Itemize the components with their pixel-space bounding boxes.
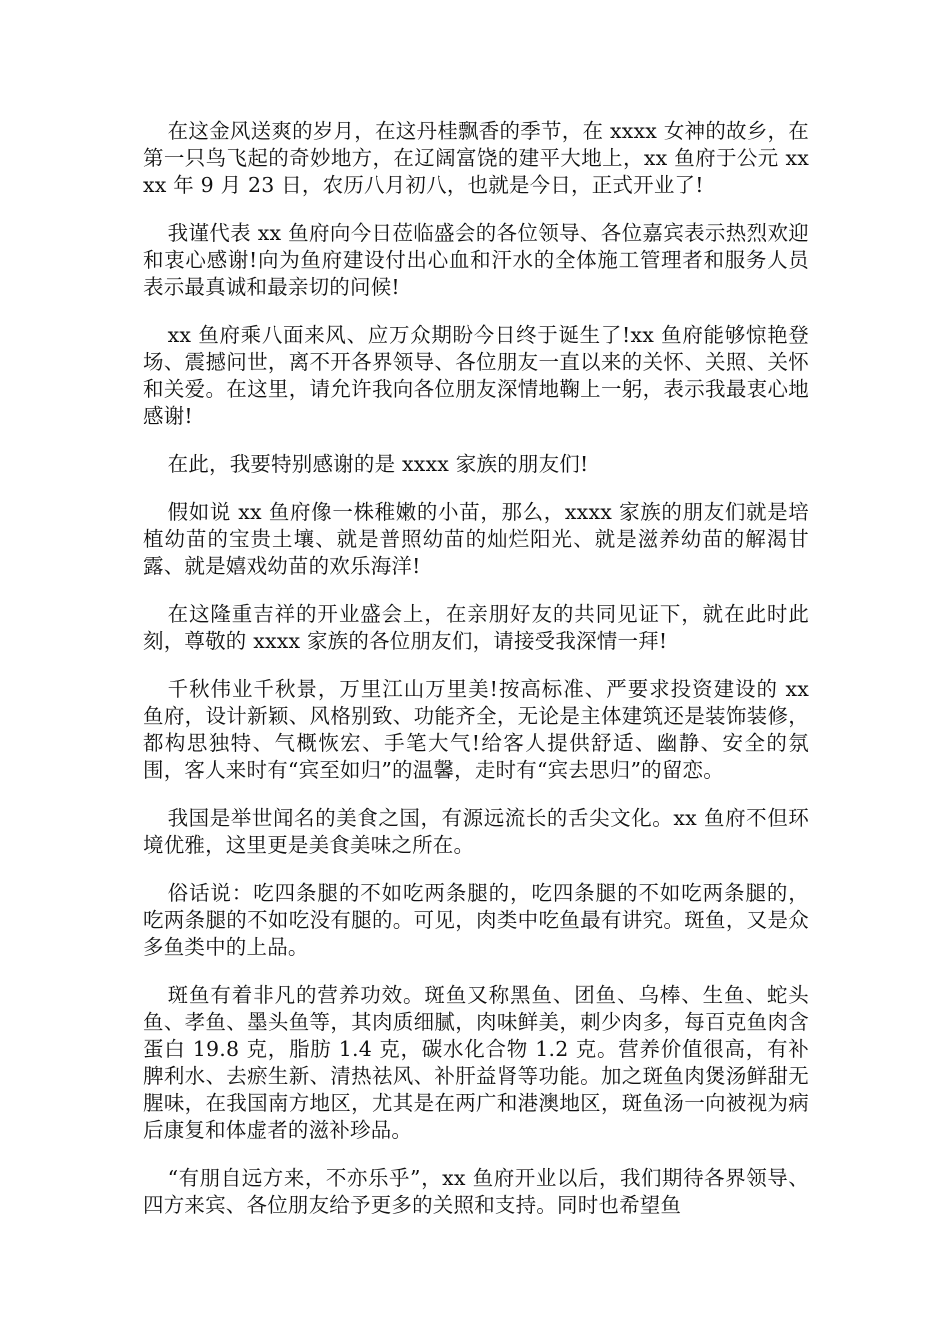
paragraph-cuisine: 我国是举世闻名的美食之国，有源远流长的舌尖文化。xx 鱼府不但环境优雅，这里更是美食美味之所在。 bbox=[143, 806, 809, 857]
paragraph-friends: “有朋自远方来，不亦乐乎”，xx 鱼府开业以后，我们期待各界领导、四方来宾、各位朋友给予更多的关照和支持。同时也希望鱼 bbox=[143, 1166, 809, 1217]
paragraph-welcome: 我谨代表 xx 鱼府向今日莅临盛会的各位领导、各位嘉宾表示热烈欢迎和衷心感谢!向为鱼府建设付出心血和汗水的全体施工管理者和服务人员表示最真诚和最亲切的问候! bbox=[143, 221, 809, 299]
document-body bbox=[143, 118, 809, 1240]
paragraph-saying: 俗话说：吃四条腿的不如吃两条腿的，吃四条腿的不如吃两条腿的，吃两条腿的不如吃没有腿的。可见，肉类中吃鱼最有讲究。斑鱼，又是众多鱼类中的上品。 bbox=[143, 881, 809, 959]
paragraph-thanks-family: 在此，我要特别感谢的是 xxxx 家族的朋友们! bbox=[167, 452, 589, 476]
paragraph-nutrition: 斑鱼有着非凡的营养功效。斑鱼又称黑鱼、团鱼、乌棒、生鱼、蛇头鱼、孝鱼、墨头鱼等，其肉质细腻，肉味鲜美，刺少肉多，每百克鱼肉含蛋白 19.8 克，脂肪 1.4 克，碳水化合物 1.2 克。营养价值很高，有补脾利水、去瘀生新、清热祛风、补肝益肾等功能。加之斑鱼肉煲汤鲜甜无腥味，在我国南方地区，尤其是在两广和港澳地区，斑鱼汤一向被视为病后康复和体虚者的滋补珍品。 bbox=[143, 983, 809, 1142]
paragraph-bow: 在这隆重吉祥的开业盛会上，在亲朋好友的共同见证下，就在此时此刻，尊敬的 xxxx 家族的各位朋友们，请接受我深情一拜! bbox=[143, 602, 809, 653]
paragraph-opening: 在这金风送爽的岁月，在这丹桂飘香的季节，在 xxxx 女神的故乡，在第一只鸟飞起的奇妙地方，在辽阔富饶的建平大地上，xx 鱼府于公元 xxxx 年 9 月 23 日，农历八月初八，也就是今日，正式开业了! bbox=[143, 119, 809, 197]
paragraph-design: 千秋伟业千秋景，万里江山万里美!按高标准、严要求投资建设的 xx 鱼府，设计新颖、风格别致、功能齐全，无论是主体建筑还是装饰装修，都构思独特、气概恢宏、手笔大气!给客人提供舒适、幽静、安全的氛围，客人来时有“宾至如归”的温馨，走时有“宾去思归”的留恋。 bbox=[143, 677, 809, 782]
paragraph-seedling: 假如说 xx 鱼府像一株稚嫩的小苗，那么，xxxx 家族的朋友们就是培植幼苗的宝贵土壤、就是普照幼苗的灿烂阳光、就是滋养幼苗的解渴甘露、就是嬉戏幼苗的欢乐海洋! bbox=[143, 500, 809, 578]
paragraph-birth: xx 鱼府乘八面来风、应万众期盼今日终于诞生了!xx 鱼府能够惊艳登场、震撼问世，离不开各界领导、各位朋友一直以来的关怀、关照、关怀和关爱。在这里，请允许我向各位朋友深情地鞠上一躬，表示我最衷心地感谢! bbox=[143, 323, 809, 428]
